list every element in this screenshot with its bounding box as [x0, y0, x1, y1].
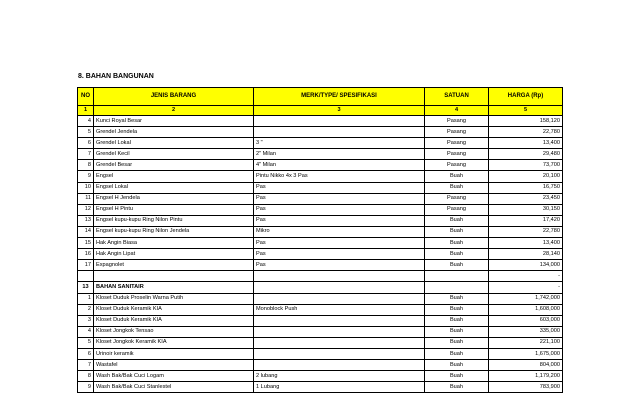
- item-price: 158,120: [489, 116, 563, 127]
- table-row: [78, 127, 563, 138]
- row-number: 3: [78, 315, 94, 326]
- item-name: Engsel kupu-kupu Ring Nilon Jendela: [94, 226, 254, 237]
- item-price: 22,780: [489, 226, 563, 237]
- row-number: 14: [78, 226, 94, 237]
- item-spec: [254, 116, 425, 127]
- item-unit: Buah: [425, 226, 489, 237]
- table-row: [78, 304, 563, 315]
- item-name: Grendel Jendela: [94, 127, 254, 138]
- item-price: -: [489, 271, 563, 282]
- header-jenis-barang: JENIS BARANG: [94, 88, 254, 106]
- item-name: Kloset Duduk Keramik KIA: [94, 315, 254, 326]
- column-index: 1: [78, 106, 94, 116]
- row-number: 13: [78, 215, 94, 226]
- item-unit: Pasang: [425, 149, 489, 160]
- item-unit: Buah: [425, 326, 489, 337]
- column-index-row: [78, 106, 563, 116]
- item-spec: Pas: [254, 238, 425, 249]
- item-unit: Buah: [425, 182, 489, 193]
- item-spec: Pintu Nikko 4x 3 Pas: [254, 171, 425, 182]
- item-name: Engsel H Pintu: [94, 204, 254, 215]
- item-price: 17,420: [489, 215, 563, 226]
- row-number: 4: [78, 326, 94, 337]
- item-spec: [254, 315, 425, 326]
- section-heading: 8. BAHAN BANGUNAN: [78, 73, 154, 80]
- row-number: 10: [78, 182, 94, 193]
- item-unit: Pasang: [425, 160, 489, 171]
- item-name: Kloset Jongkok Keramik KIA: [94, 337, 254, 348]
- item-unit: Buah: [425, 249, 489, 260]
- item-spec: Pas: [254, 182, 425, 193]
- row-number: [78, 271, 94, 282]
- item-spec: Pas: [254, 260, 425, 271]
- item-name: Hak Angin Biasa: [94, 238, 254, 249]
- item-unit: Buah: [425, 215, 489, 226]
- table-row: [78, 193, 563, 204]
- item-name: Kunci Royal Besar: [94, 116, 254, 127]
- table-row: [78, 171, 563, 182]
- item-price: -: [489, 282, 563, 293]
- table-row: [78, 326, 563, 337]
- item-spec: 2" Milan: [254, 149, 425, 160]
- item-price: 1,742,000: [489, 293, 563, 304]
- item-unit: Pasang: [425, 138, 489, 149]
- row-number: 13: [78, 282, 94, 293]
- item-price: 23,450: [489, 193, 563, 204]
- item-unit: Buah: [425, 360, 489, 371]
- item-price: 1,179,200: [489, 371, 563, 382]
- header-satuan: SATUAN: [425, 88, 489, 106]
- item-spec: 4" Milan: [254, 160, 425, 171]
- item-spec: 2 lubang: [254, 371, 425, 382]
- item-unit: Buah: [425, 260, 489, 271]
- table-row: [78, 149, 563, 160]
- item-unit: Buah: [425, 337, 489, 348]
- row-number: 6: [78, 348, 94, 359]
- table-row: [78, 215, 563, 226]
- table-row: [78, 271, 563, 282]
- item-price: 783,900: [489, 382, 563, 393]
- item-name: Grendel Lokal: [94, 138, 254, 149]
- item-name: Kloset Duduk Proselin Warna Putih: [94, 293, 254, 304]
- item-name: Wastafel: [94, 360, 254, 371]
- item-name: Engsel Lokal: [94, 182, 254, 193]
- item-name: BAHAN SANITAIR: [94, 282, 254, 293]
- item-spec: [254, 127, 425, 138]
- item-name: Kloset Duduk Keramik KIA: [94, 304, 254, 315]
- item-price: 134,000: [489, 260, 563, 271]
- row-number: 5: [78, 337, 94, 348]
- item-unit: Pasang: [425, 127, 489, 138]
- row-number: 8: [78, 371, 94, 382]
- item-unit: Buah: [425, 171, 489, 182]
- item-price: 804,000: [489, 360, 563, 371]
- item-spec: [254, 337, 425, 348]
- item-unit: Buah: [425, 348, 489, 359]
- item-unit: Pasang: [425, 116, 489, 127]
- row-number: 5: [78, 127, 94, 138]
- row-number: 2: [78, 304, 94, 315]
- item-name: Grendel Besar: [94, 160, 254, 171]
- price-table: [77, 87, 563, 393]
- column-index: 5: [489, 106, 563, 116]
- item-spec: Monoblock Push: [254, 304, 425, 315]
- item-price: 603,000: [489, 315, 563, 326]
- item-spec: [254, 271, 425, 282]
- table-row: [78, 238, 563, 249]
- table-row: [78, 260, 563, 271]
- row-number: 9: [78, 382, 94, 393]
- item-unit: Buah: [425, 315, 489, 326]
- row-number: 17: [78, 260, 94, 271]
- item-price: 13,400: [489, 238, 563, 249]
- row-number: 16: [78, 249, 94, 260]
- row-number: 6: [78, 138, 94, 149]
- header-harga: HARGA (Rp): [489, 88, 563, 106]
- item-name: Wash Bak/Bak Cuci Logam: [94, 371, 254, 382]
- item-price: 335,000: [489, 326, 563, 337]
- item-unit: Buah: [425, 371, 489, 382]
- item-spec: [254, 293, 425, 304]
- item-spec: [254, 326, 425, 337]
- table-row: [78, 315, 563, 326]
- table-row: [78, 337, 563, 348]
- table-row: [78, 182, 563, 193]
- item-unit: Buah: [425, 304, 489, 315]
- item-price: 1,675,000: [489, 348, 563, 359]
- column-index: 4: [425, 106, 489, 116]
- header-merk: MERK/TYPE/ SPESIFIKASI: [254, 88, 425, 106]
- column-index: 3: [254, 106, 425, 116]
- item-name: [94, 271, 254, 282]
- item-price: 30,150: [489, 204, 563, 215]
- table-row: [78, 249, 563, 260]
- table-row: [78, 371, 563, 382]
- item-name: Engsel H Jendela: [94, 193, 254, 204]
- item-price: 16,750: [489, 182, 563, 193]
- item-unit: Buah: [425, 382, 489, 393]
- item-name: Engsel: [94, 171, 254, 182]
- item-spec: [254, 348, 425, 359]
- column-index: 2: [94, 106, 254, 116]
- row-number: 8: [78, 160, 94, 171]
- table-row: [78, 160, 563, 171]
- row-number: 1: [78, 293, 94, 304]
- row-number: 11: [78, 193, 94, 204]
- table-row: [78, 293, 563, 304]
- item-unit: [425, 282, 489, 293]
- row-number: 15: [78, 238, 94, 249]
- item-name: Kloset Jongkok Tensao: [94, 326, 254, 337]
- item-name: Engsel kupu-kupu Ring Nilon Pintu: [94, 215, 254, 226]
- item-unit: [425, 271, 489, 282]
- item-price: 29,480: [489, 149, 563, 160]
- item-unit: Pasang: [425, 193, 489, 204]
- item-spec: [254, 360, 425, 371]
- item-name: Wash Bak/Bak Cuci Stanlestel: [94, 382, 254, 393]
- item-name: Grendel Kecil: [94, 149, 254, 160]
- table-row: [78, 226, 563, 237]
- item-price: 28,140: [489, 249, 563, 260]
- item-price: 1,608,000: [489, 304, 563, 315]
- row-number: 12: [78, 204, 94, 215]
- table-row: [78, 348, 563, 359]
- item-unit: Pasang: [425, 204, 489, 215]
- item-name: Urinoir keramik: [94, 348, 254, 359]
- item-spec: 1 Lubang: [254, 382, 425, 393]
- item-spec: [254, 282, 425, 293]
- row-number: 7: [78, 360, 94, 371]
- header-row: [78, 88, 563, 106]
- row-number: 7: [78, 149, 94, 160]
- item-price: 13,400: [489, 138, 563, 149]
- table-row: [78, 382, 563, 393]
- item-price: 20,100: [489, 171, 563, 182]
- item-price: 221,100: [489, 337, 563, 348]
- table-row: [78, 204, 563, 215]
- item-spec: 3 ": [254, 138, 425, 149]
- item-name: Expagnolet: [94, 260, 254, 271]
- row-number: 4: [78, 116, 94, 127]
- item-spec: Mikro: [254, 226, 425, 237]
- item-spec: Pas: [254, 249, 425, 260]
- row-number: 9: [78, 171, 94, 182]
- header-no: NO: [78, 88, 94, 106]
- table-row: [78, 116, 563, 127]
- item-price: 22,780: [489, 127, 563, 138]
- table-row: [78, 138, 563, 149]
- item-spec: Pas: [254, 215, 425, 226]
- item-price: 73,700: [489, 160, 563, 171]
- item-unit: Buah: [425, 293, 489, 304]
- item-spec: Pas: [254, 193, 425, 204]
- section-row: [78, 282, 563, 293]
- item-unit: Buah: [425, 238, 489, 249]
- table-row: [78, 360, 563, 371]
- item-name: Hak Angin Lipat: [94, 249, 254, 260]
- item-spec: Pas: [254, 204, 425, 215]
